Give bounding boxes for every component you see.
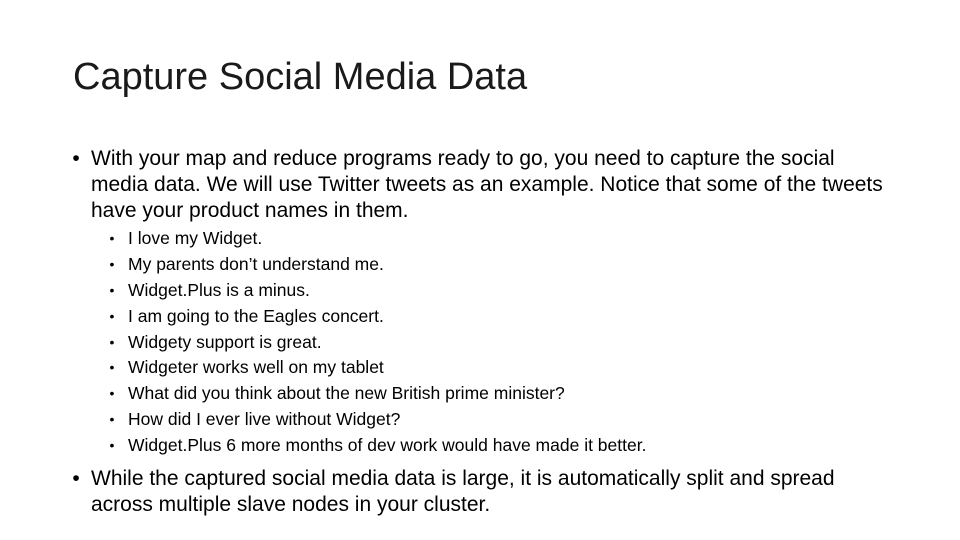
tweet-item: [106, 304, 886, 330]
tweet-text: Widgeter works well on my tablet: [128, 357, 384, 378]
tweet-item: [106, 278, 886, 304]
tweet-text: What did you think about the new British prime minister?: [128, 383, 565, 404]
tweet-text: Widget.Plus is a minus.: [128, 279, 310, 300]
slide-title: Capture Social Media Data: [73, 56, 528, 98]
tweet-text: I love my Widget.: [128, 228, 263, 248]
sub-bullet-marker: •: [109, 411, 115, 428]
tweet-text: Widgety support is great.: [128, 331, 322, 352]
tweet-item: [106, 381, 886, 407]
tweet-item: [106, 226, 886, 252]
tweet-item: [106, 330, 886, 356]
tweet-item: [106, 355, 886, 381]
sub-bullet-marker: •: [109, 385, 115, 402]
tweet-text: How did I ever live without Widget?: [128, 409, 401, 430]
bullet-marker: •: [72, 467, 80, 490]
bullet-text: With your map and reduce programs ready to go, you need to capture the social media data. We will use Twitter tweets as an example. Notice that some of the tweets have your product names in them.: [91, 147, 883, 222]
tweet-list: [106, 226, 886, 459]
sub-bullet-marker: •: [109, 437, 115, 454]
tweet-item: [106, 433, 886, 459]
bullet-text: While the captured social media data is large, it is automatically split and spread across multiple slave nodes in your cluster.: [91, 467, 835, 516]
tweet-text: Widget.Plus 6 more months of dev work would have made it better.: [128, 435, 647, 456]
sub-bullet-marker: •: [109, 281, 115, 298]
sub-bullet-marker: •: [109, 230, 115, 246]
sub-bullet-marker: •: [109, 359, 115, 376]
sub-bullet-marker: •: [109, 255, 115, 272]
sub-bullet-marker: •: [109, 333, 115, 350]
tweet-text: I am going to the Eagles concert.: [128, 305, 384, 326]
tweet-item: [106, 407, 886, 433]
sub-bullet-marker: •: [109, 307, 115, 324]
tweet-text: My parents don’t understand me.: [128, 253, 384, 274]
bullet-marker: •: [72, 147, 80, 170]
tweet-item: [106, 252, 886, 278]
